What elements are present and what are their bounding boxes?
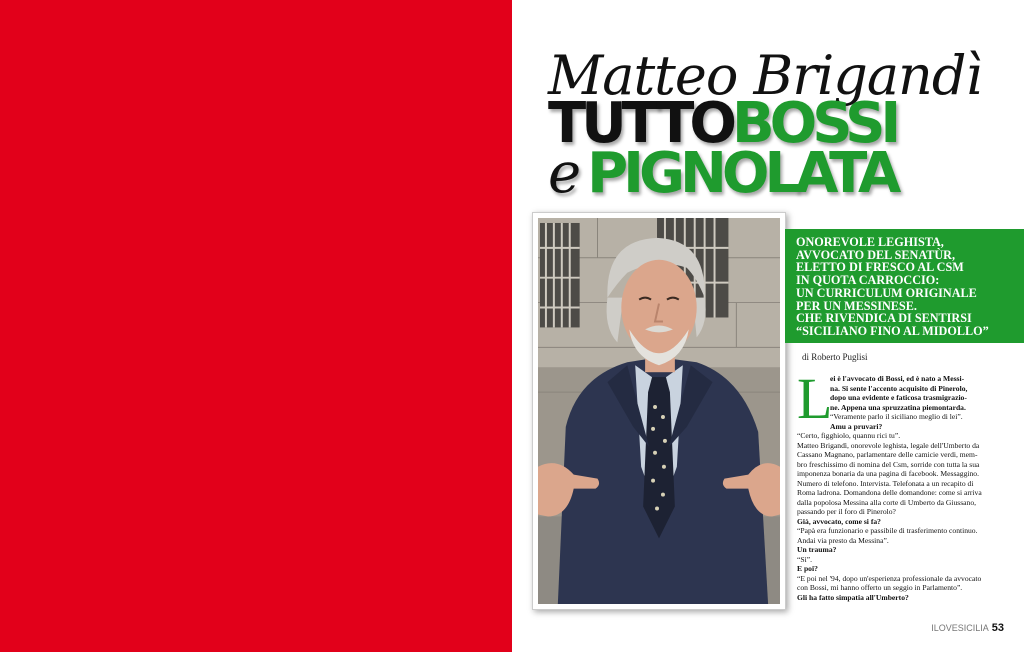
title-name: Matteo Brigandì <box>548 44 982 107</box>
article-line: Cassano Magnano, parlamentare delle camicie verdi, mem- <box>797 450 978 459</box>
article-line: “Sì”. <box>797 554 812 564</box>
summary-box <box>785 229 1024 343</box>
magazine-page <box>512 0 1024 652</box>
article-line: bro freschissimo di nomina del Csm, sorride con tutta la sua <box>797 459 980 469</box>
summary-line: CHE RIVENDICA DI SENTIRSI <box>796 311 972 326</box>
page-number: 53 <box>991 622 1004 634</box>
article-line: Roma ladrona. Domandona delle domandone: come si arriva <box>797 488 982 497</box>
summary-line: ELETTO DI FRESCO AL CSM <box>796 260 964 275</box>
article-line: Già, avvocato, come si fa? <box>797 516 881 526</box>
article-line: Numero di telefono. Intervista. Telefonata a un recapito di <box>797 478 974 488</box>
headline-word-tutto: TUTTO <box>548 91 732 156</box>
summary-line: UN CURRICULUM ORIGINALE <box>796 285 977 300</box>
article-line: Gli ha fatto simpatia all'Umberto? <box>797 592 909 602</box>
byline: di Roberto Puglisi <box>802 352 868 362</box>
summary-line: ONOREVOLE LEGHISTA, <box>796 235 944 249</box>
article-line: dalla popolosa Messina alla corte di Umberto da Giussano, <box>797 497 977 507</box>
article-line: “Papà era funzionario e passibile di trasferimento continuo. <box>797 526 978 535</box>
portrait-photo-frame <box>532 212 786 610</box>
article-body <box>797 366 1011 602</box>
summary-line: “SICILIANO FINO AL MIDOLLO” <box>796 323 989 338</box>
article-line: Andai via presto da Messina”. <box>797 535 889 545</box>
summary-line: PER UN MESSINESE. <box>796 298 917 313</box>
page-folio <box>931 622 1004 634</box>
article-line: ne. Appena una spruzzatina piemontarda. <box>830 402 966 412</box>
magazine-name: ILOVESICILIA <box>931 623 989 633</box>
summary-line: IN QUOTA CARROCCIO: <box>796 273 940 288</box>
article-line: Un trauma? <box>797 545 837 554</box>
summary-line: AVVOCATO DEL SENATÙR, <box>796 247 956 262</box>
article-line: E poi? <box>797 564 818 573</box>
article-line: ei è l'avvocato di Bossi, ed è nato a Messi- <box>830 374 965 383</box>
article-line: Amu a pruvari? <box>830 421 883 431</box>
headline-word-pignolata: PIGNOLATA <box>587 141 897 206</box>
drop-cap: L <box>797 366 833 431</box>
headline-word-bossi: BOSSI <box>731 91 897 156</box>
article-line: “E poi nel '94, dopo un'esperienza professionale da avvocato <box>797 573 982 583</box>
article-line: na. Si sente l'accento acquisito di Pinerolo, <box>830 383 968 393</box>
article-line: “Veramente parlo il siciliano meglio di lei”. <box>830 412 963 421</box>
article-line: imponenza bonaria da una pagina di facebook. Messaggino. <box>797 469 979 478</box>
article-line: “Certo, figghiolo, quannu rici tu”. <box>797 431 901 440</box>
headline-line-2 <box>548 141 1018 206</box>
portrait-photo <box>538 218 780 604</box>
article-line: con Bossi, mi hanno offerto un seggio in Parlamento”. <box>797 583 963 592</box>
window-left <box>540 223 580 327</box>
article-line: Matteo Brigandì, onorevole leghista, legale dell'Umberto da <box>797 440 980 450</box>
article-line: passando per il foro di Pinerolo? <box>797 507 896 516</box>
article-line: dopo una evidente e faticosa trasmigrazio- <box>830 393 967 402</box>
headline-conjunction: e <box>548 141 582 206</box>
